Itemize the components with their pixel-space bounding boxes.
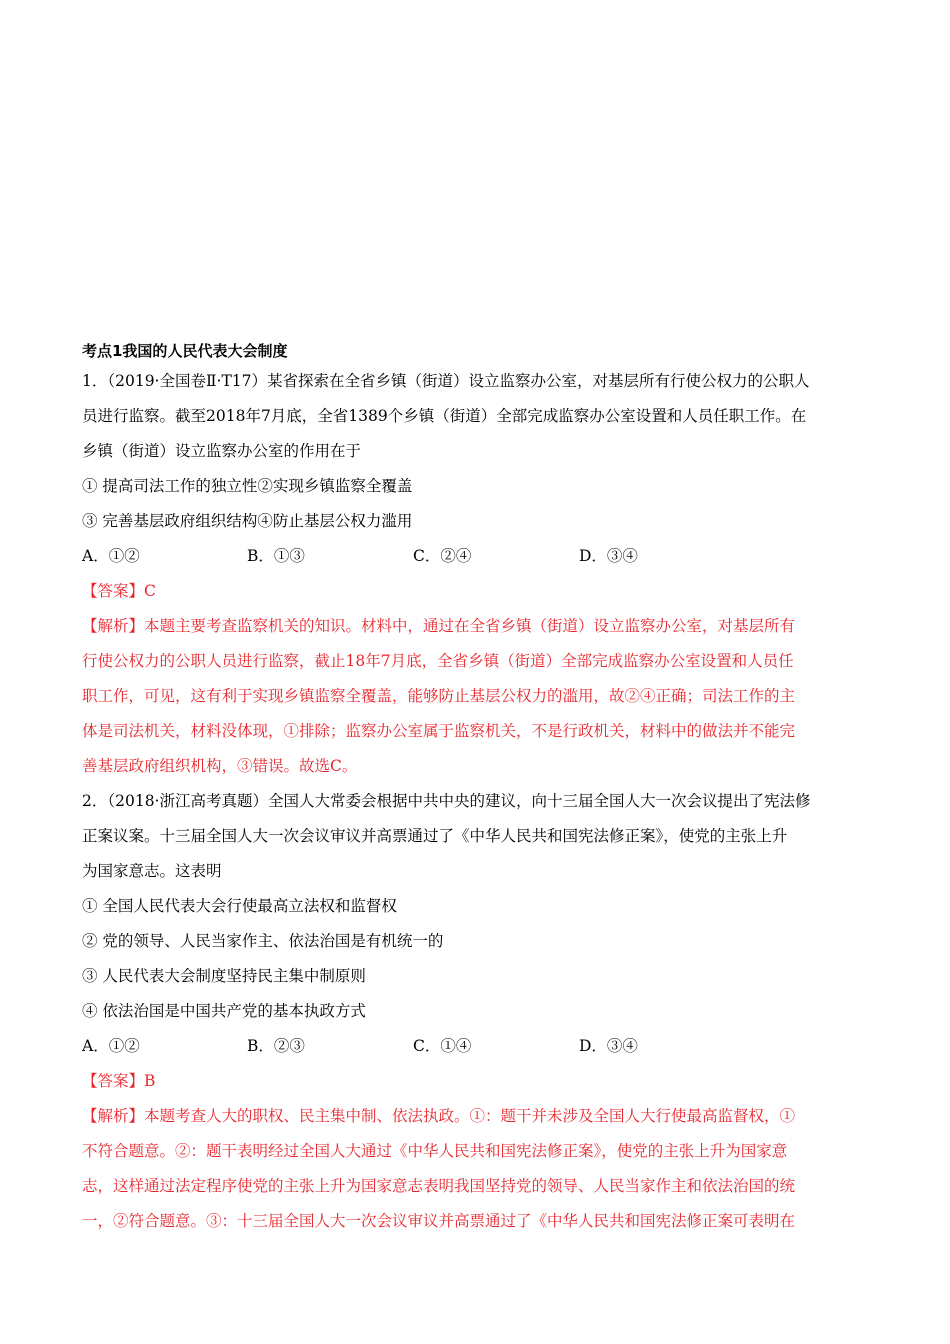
question-2-answer: 【答案】B [82, 1072, 156, 1090]
question-1-option-a: A．①② [82, 547, 140, 565]
question-1-analysis-line-5: 善基层政府组织机构，③错误。故选C。 [82, 757, 358, 775]
question-2-analysis-line-2: 不符合题意。②：题干表明经过全国人大通过《中华人民共和国宪法修正案》，使党的主张上升为国家意 [82, 1142, 788, 1160]
question-2-statement-1: ① 全国人民代表大会行使最高立法权和监督权 [82, 897, 397, 915]
question-2-analysis-line-3: 志，这样通过法定程序使党的主张上升为国家意志表明我国坚持党的领导、人民当家作主和依法治国的统 [82, 1177, 796, 1195]
question-1-analysis-line-4: 体是司法机关，材料没体现，①排除；监察办公室属于监察机关，不是行政机关，材料中的做法并不能完 [82, 722, 796, 740]
question-2 [82, 784, 872, 1239]
question-1 [82, 364, 872, 784]
question-1-answer: 【答案】C [82, 582, 156, 600]
question-1-statement-1: ① 提高司法工作的独立性②实现乡镇监察全覆盖 [82, 477, 413, 495]
question-1-option-d: D．③④ [579, 547, 638, 565]
question-2-statement-4: ④ 依法治国是中国共产党的基本执政方式 [82, 1002, 366, 1020]
question-1-analysis-line-1: 【解析】本题主要考查监察机关的知识。材料中，通过在全省乡镇（街道）设立监察办公室，对基层所有 [82, 617, 796, 635]
question-2-options [82, 1029, 872, 1064]
question-2-analysis-line-4: 一，②符合题意。③：十三届全国人大一次会议审议并高票通过了《中华人民共和国宪法修正案可表明在 [82, 1212, 796, 1230]
question-1-analysis-line-2: 行使公权力的公职人员进行监察，截止18年7月底，全省乡镇（街道）全部完成监察办公室设置和人员任 [82, 652, 794, 670]
question-2-option-c: C．①④ [413, 1037, 472, 1055]
question-1-stem-line-2: 员进行监察。截至2018年7月底，全省1389个乡镇（街道）全部完成监察办公室设置和人员任职工作。在 [82, 407, 807, 425]
question-1-options [82, 539, 872, 574]
section-heading: 考点1我国的人民代表大会制度 [82, 342, 288, 360]
question-2-option-a: A．①② [82, 1037, 140, 1055]
question-2-statement-3: ③ 人民代表大会制度坚持民主集中制原则 [82, 967, 366, 985]
question-2-analysis-line-1: 【解析】本题考查人大的职权、民主集中制、依法执政。①：题干并未涉及全国人大行使最高监督权，① [82, 1107, 796, 1125]
question-1-analysis-line-3: 职工作，可见，这有利于实现乡镇监察全覆盖，能够防止基层公权力的滥用，故②④正确；司法工作的主 [82, 687, 796, 705]
question-2-option-d: D．③④ [579, 1037, 638, 1055]
question-1-option-c: C．②④ [413, 547, 472, 565]
question-2-option-b: B．②③ [247, 1037, 305, 1055]
question-2-stem-line-2: 正案议案。十三届全国人大一次会议审议并高票通过了《中华人民共和国宪法修正案》，使党的主张上升 [82, 827, 788, 845]
question-1-statement-2: ③ 完善基层政府组织结构④防止基层公权力滥用 [82, 512, 413, 530]
question-1-stem-line-3: 乡镇（街道）设立监察办公室的作用在于 [82, 442, 362, 460]
question-2-stem-line-1: 2．（2018·浙江高考真题）全国人大常委会根据中共中央的建议，向十三届全国人大一次会议提出了宪法修 [82, 792, 811, 810]
question-1-option-b: B．①③ [247, 547, 305, 565]
question-2-stem-line-3: 为国家意志。这表明 [82, 862, 222, 880]
question-2-statement-2: ② 党的领导、人民当家作主、依法治国是有机统一的 [82, 932, 444, 950]
content-area [82, 338, 872, 1239]
question-1-stem-line-1: 1．（2019·全国卷Ⅱ·T17）某省探索在全省乡镇（街道）设立监察办公室，对基层所有行使公权力的公职人 [82, 372, 810, 390]
